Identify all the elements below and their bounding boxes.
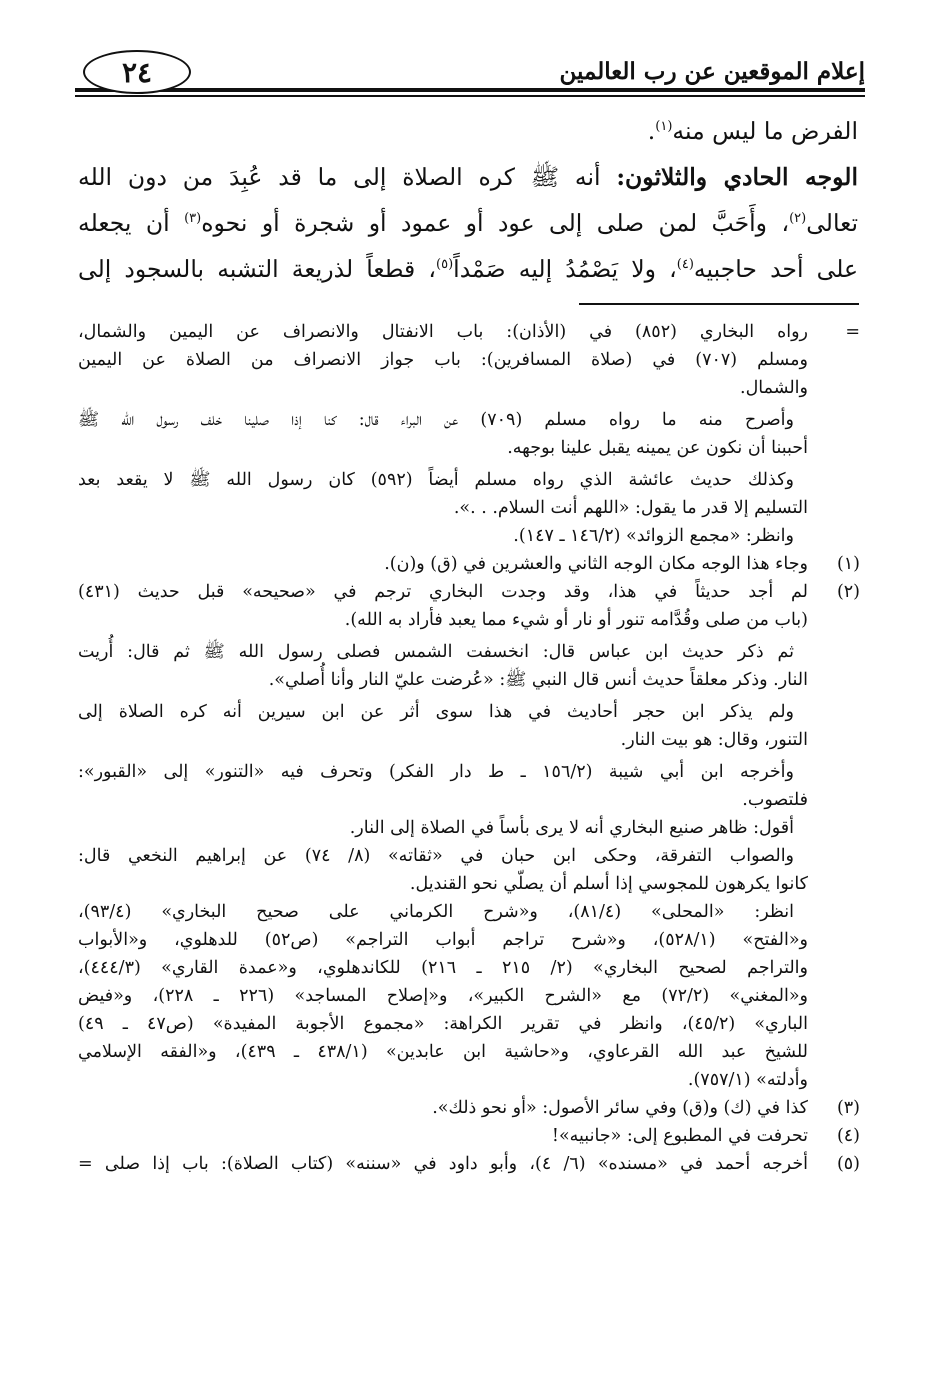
main-text — [78, 108, 858, 292]
continuation-mark: = — [845, 322, 860, 342]
footnote-line: وأخرجه ابن أبي شيبة (١٥٦/٢ ـ ط دار الفكر) وتحرف فيه «التنور» إلى «القبور»: — [78, 762, 794, 782]
footnote-ref: (٢) — [789, 211, 807, 227]
main-line: على أحد حاجبيه$^{(٤)}$، ولا يَصْمُدُ إليه صَمْداً$^{(٥)}$، قطعاً لذريعة التشبه بالسجود إلى — [78, 255, 859, 283]
main-line — [78, 154, 858, 200]
book-title: إعلام الموقعين عن رب العالمين — [559, 58, 865, 85]
page-number: ٢٤ — [121, 55, 153, 89]
footnote-separator — [579, 303, 859, 305]
footnote-line: والشمال. — [740, 378, 808, 398]
footnote-line: والتراجم لصحيح البخاري» (٢/ ٢١٥ ـ ٢١٦) للكاندهلوي، و«عمدة القاري» (٤٤٤/٣)، — [78, 958, 808, 978]
footnote-number: (٥) — [836, 1154, 860, 1174]
footnote-line: أقول: ظاهر صنيع البخاري أنه لا يرى بأساً في الصلاة إلى النار. — [349, 818, 794, 838]
header-rule-thick — [75, 88, 865, 92]
footnote-line: ثم ذكر حديث ابن عباس قال: انخسفت الشمس فصلى رسول الله ﷺ ثم قال: أُريت — [78, 642, 794, 662]
footnote-line: التسليم إلا قدر ما يقول: «اللهم أنت السلام. . .». — [453, 498, 808, 518]
section-heading: الوجه الحادي والثلاثون: — [616, 163, 858, 191]
footnote-ref: (٤) — [676, 257, 694, 273]
footnote-line: انظر: «المحلى» (٨١/٤)، و«شرح الكرماني على صحيح البخاري» (٩٣/٤)، — [78, 902, 794, 922]
footnote-4: (٤) تحرفت في المطبوع إلى: «جانبيه»! — [78, 1122, 860, 1150]
page-number-oval — [83, 50, 191, 94]
footnote-line: ومسلم (٧٠٧) في (صلاة المسافرين): باب جواز الانصراف من الصلاة عن اليمين — [78, 350, 808, 370]
footnote-line: الباري» (٤٥/٢)، وانظر في تقرير الكراهة: «مجموع الأجوبة المفيدة» (ص٤٧ ـ ٤٩) — [78, 1014, 808, 1034]
footnote-line: وكذلك حديث عائشة الذي رواه مسلم أيضاً (٥٩٢) كان رسول الله ﷺ لا يقعد بعد — [78, 470, 794, 490]
footnote-number: (١) — [836, 554, 860, 574]
footnote-line: وانظر: «مجمع الزوائد» (١٤٦/٢ ـ ١٤٧). — [513, 526, 794, 546]
footnote-number: (٢) — [836, 582, 860, 602]
footnote-line: والصواب التفرقة، وحكى ابن حبان في «ثقاته» (٨/ ٧٤) عن إبراهيم النخعي قال: — [78, 846, 795, 866]
footnotes — [78, 318, 860, 1178]
footnote-line: أحببنا أن نكون عن يمينه يقبل علينا بوجهه. — [507, 438, 808, 458]
footnote-2: (٢) لم أجد حديثاً في هذا، وقد وجدت البخاري ترجم في «صحيحه» قبل حديث (٤٣١) — [78, 578, 860, 606]
main-line-text: أنه ﷺ كره الصلاة إلى ما قد عُبِدَ من دون الله — [78, 163, 617, 191]
footnote-line: كانوا يكرهون للمجوسي إذا أسلم أن يصلّي نحو القنديل. — [409, 874, 808, 894]
footnote-line: و«الفتح» (٥٢٨/١)، و«شرح تراجم أبواب التراجم» (ص٥٢) للدهلوي، و«الأبواب — [78, 930, 808, 950]
footnote-5: (٥) أخرجه أحمد في «مسنده» (٦/ ٤)، وأبو داود في «سننه» (كتاب الصلاة): باب إذا صلى = — [78, 1150, 860, 1178]
footnote-line: فلتصوب. — [742, 790, 808, 810]
footnote-line: (باب من صلى وقُدَّامه تنور أو نار أو شيء مما يعبد فأراد به الله). — [344, 610, 808, 630]
header-rule-thin — [75, 95, 865, 97]
footnote-3: (٣) كذا في (ك) و(ق) وفي سائر الأصول: «أو نحو ذلك». — [78, 1094, 860, 1122]
footnote-line: وأصرح منه ما رواه مسلم (٧٠٩) عن البراء قال: كنا إذا صلينا خلف رسول الله ﷺ — [78, 410, 794, 430]
main-line: الفرض ما ليس منه$^{(١)}$. — [647, 117, 858, 145]
main-line: تعالى$^{(٢)}$، وأَحَبَّ لمن صلى إلى عود أو عمود أو شجرة أو نحوه$^{(٣)}$ أن يجعله — [78, 209, 858, 237]
footnote-ref: (٥) — [436, 257, 454, 273]
footnote-line: النار. وذكر معلقاً حديث أنس قال النبي ﷺ: «عُرضت عليّ النار وأنا أُصلي». — [268, 670, 808, 690]
footnote-line: = رواه البخاري (٨٥٢) في (الأذان): باب الانفتال والانصراف عن اليمين والشمال، — [78, 318, 860, 346]
footnote-line: وأدلته» (٧٥٧/١). — [687, 1070, 808, 1090]
footnote-line: التنور، وقال: هو بيت النار. — [620, 730, 808, 750]
footnote-ref: (١) — [655, 119, 673, 135]
footnote-line: و«المغني» (٧٢/٢) مع «الشرح الكبير»، و«إصلاح المساجد» (٢٢٦ ـ ٢٢٨)، و«فيض — [78, 986, 808, 1006]
footnote-number: (٣) — [836, 1098, 860, 1118]
footnote-number: (٤) — [836, 1126, 860, 1146]
footnote-line: للشيخ عبد الله القرعاوي، و«حاشية ابن عابدين» (٤٣٨/١ ـ ٤٣٩)، و«الفقه الإسلامي — [78, 1042, 808, 1062]
footnote-line: ولم يذكر ابن حجر أحاديث في هذا سوى أثر عن ابن سيرين أنه كره الصلاة إلى — [78, 702, 794, 722]
footnote-1: (١) وجاء هذا الوجه مكان الوجه الثاني والعشرين في (ق) و(ن). — [78, 550, 860, 578]
page-header — [75, 40, 865, 100]
footnote-ref: (٣) — [184, 211, 202, 227]
